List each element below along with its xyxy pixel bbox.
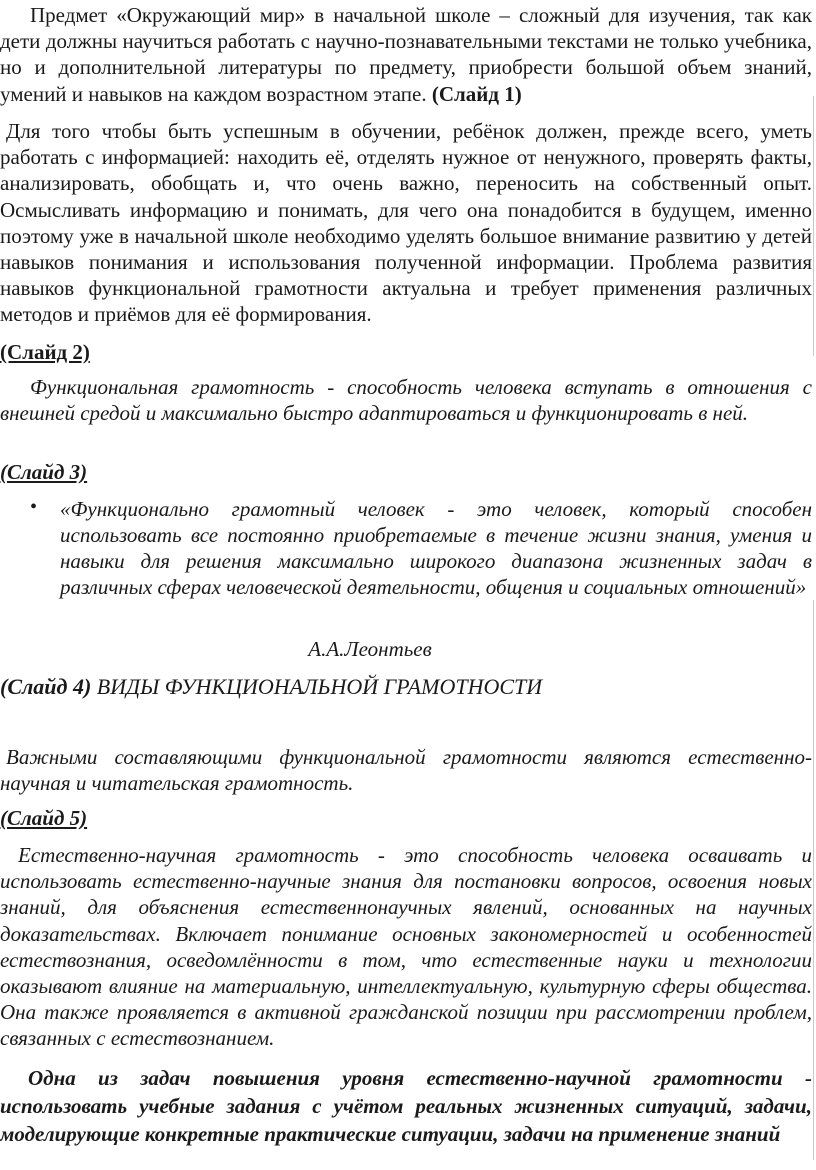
page-edge-line xyxy=(813,96,814,356)
paragraph-information-skills xyxy=(0,118,812,328)
definition-text: Функциональная грамотность - способность человека вступать в отношения с внешней средой и максимально быстро адаптироваться и функционировать в ней. xyxy=(0,375,812,426)
paragraph-intro xyxy=(0,2,812,107)
quote-author: А.А.Леонтьев xyxy=(308,637,432,661)
key-components-text: Важными составляющими функциональной грамотности являются естественно-научная и читательская грамотность. xyxy=(0,745,812,796)
slide-4-label: (Слайд 4) xyxy=(0,674,92,699)
paragraph-intro-text: Предмет «Окружающий мир» в начальной школе – сложный для изучения, так как дети должны научиться работать с научно-познавательными текстами не только учебника, но и дополнительной литературы по предмету, приобрести большой объем знаний, умений и навыков на каждом возрастном этапе. xyxy=(0,3,812,106)
page-edge-line-lower xyxy=(813,600,814,1160)
paragraph-key-components xyxy=(0,744,812,796)
slide-3-label: (Слайд 3) xyxy=(0,460,88,484)
tasks-text: Одна из задач повышения уровня естественно-научной грамотности - использовать учебные задания с учётом реальных жизненных ситуаций, задачи, моделирующие конкретные практические ситуации, задачи на применение знаний xyxy=(0,1066,812,1146)
paragraph-information-skills-text: Для того чтобы быть успешным в обучении, ребёнок должен, прежде всего, уметь работать с информацией: находить её, отделять нужное от ненужного, проверять факты, анализировать, обобщать и, что очень важно, переносить на собственный опыт. Осмысливать информацию и понимать, для чего она понадобится в будущем, именно поэтому уже в начальной школе необходимо уделять большое внимание развитию у детей навыков понимания и использования полученной информации. Проблема развития навыков функциональной грамотности актуальна и требует применения различных методов и приёмов для её формирования. xyxy=(0,119,812,327)
paragraph-tasks xyxy=(0,1064,812,1148)
paragraph-functional-literacy-definition xyxy=(0,374,812,426)
slide-2-label: (Слайд 2) xyxy=(0,340,90,364)
slide-1-label: (Слайд 1) xyxy=(431,81,522,106)
slide-4-heading xyxy=(0,674,542,700)
leontiev-quote-text: «Функционально грамотный человек - это человек, который способен использовать все постоянно приобретаемые в течение жизни знания, умения и навыки для решения максимально широкого диапазона жизненных задач в различных сферах человеческой деятельности, общения и социальных отношений» xyxy=(60,497,812,599)
slide-4-title: ВИДЫ ФУНКЦИОНАЛЬНОЙ ГРАМОТНОСТИ xyxy=(96,674,543,699)
science-literacy-text: Естественно-научная грамотность - это способность человека осваивать и использовать естественно-научные знания для постановки вопросов, освоения новых знаний, для объяснения естественнонаучных явлений, основанных на научных доказательствах. Включает понимание основных закономерностей и особенностей естествознания, осведомлённости в том, что естественные науки и технологии оказывают влияние на материальную, интеллектуальную, культурную сферы общества. Она также проявляется в активной гражданской позиции при рассмотрении проблем, связанных с естествознанием. xyxy=(0,843,812,1051)
bullet-icon: • xyxy=(30,496,38,518)
paragraph-science-literacy xyxy=(0,842,812,1052)
slide-5-label: (Слайд 5) xyxy=(0,806,88,830)
